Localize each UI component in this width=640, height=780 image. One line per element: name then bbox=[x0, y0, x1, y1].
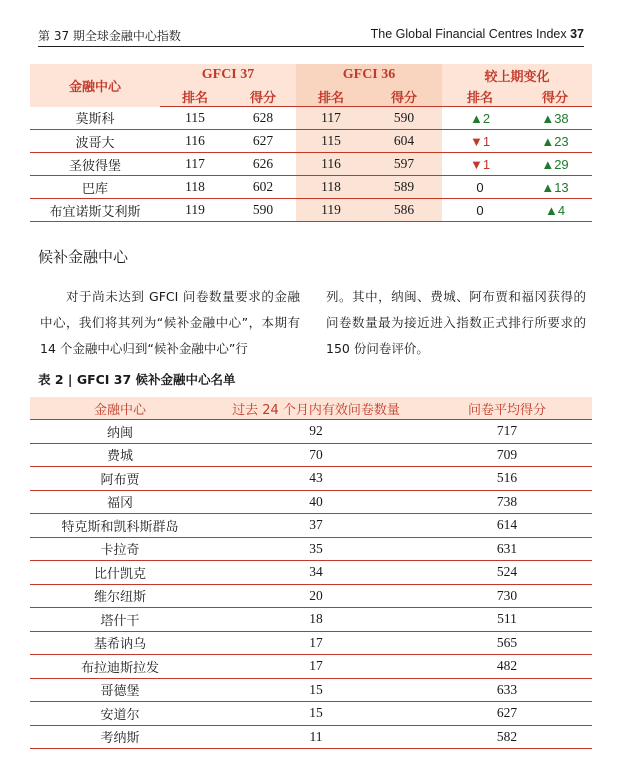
center-name: 纳闽 bbox=[30, 420, 210, 444]
table-row bbox=[30, 702, 592, 726]
score-change-value: 38 bbox=[554, 110, 569, 126]
average-score: 709 bbox=[422, 443, 592, 467]
center-name: 哥德堡 bbox=[30, 678, 210, 702]
score-37: 602 bbox=[230, 176, 296, 199]
rank-36: 115 bbox=[296, 130, 366, 153]
table-row bbox=[30, 420, 592, 444]
center-name: 特克斯和凯科斯群岛 bbox=[30, 514, 210, 538]
questionnaire-count: 18 bbox=[210, 608, 422, 632]
paragraph-left: 对于尚未达到 GFCI 问卷数量要求的金融中心，我们将其列为“候补金融中心”，本期有 14 个金融中心归到“候补金融中心”行 bbox=[40, 289, 300, 356]
center-name: 福冈 bbox=[30, 490, 210, 514]
rank-change bbox=[442, 176, 518, 199]
questionnaire-count: 15 bbox=[210, 678, 422, 702]
rank-36: 117 bbox=[296, 107, 366, 130]
header-index-title: The Global Financial Centres Index 37 bbox=[370, 27, 584, 41]
questionnaire-count: 35 bbox=[210, 537, 422, 561]
page-header bbox=[38, 24, 584, 47]
average-score: 717 bbox=[422, 420, 592, 444]
col-score-36: 得分 bbox=[366, 86, 442, 107]
table-row bbox=[30, 153, 592, 176]
questionnaire-count: 20 bbox=[210, 584, 422, 608]
table-row bbox=[30, 467, 592, 491]
col-group-gfci36: GFCI 36 bbox=[296, 64, 442, 86]
section-title: 候补金融中心 bbox=[38, 248, 129, 266]
score-change bbox=[518, 153, 592, 176]
center-name: 布拉迪斯拉发 bbox=[30, 655, 210, 679]
average-score: 730 bbox=[422, 584, 592, 608]
table-row bbox=[30, 725, 592, 749]
table-row bbox=[30, 107, 592, 130]
table-row bbox=[30, 631, 592, 655]
score-36: 590 bbox=[366, 107, 442, 130]
col-rank-change: 排名 bbox=[442, 86, 518, 107]
average-score: 516 bbox=[422, 467, 592, 491]
average-score: 582 bbox=[422, 725, 592, 749]
score-36: 604 bbox=[366, 130, 442, 153]
table-row bbox=[30, 678, 592, 702]
col-rank-37: 排名 bbox=[160, 86, 230, 107]
score-37: 628 bbox=[230, 107, 296, 130]
center-name: 布宜诺斯艾利斯 bbox=[30, 199, 160, 222]
questionnaire-count: 17 bbox=[210, 655, 422, 679]
arrow-up-icon: ▲ bbox=[541, 179, 555, 195]
average-score: 482 bbox=[422, 655, 592, 679]
rank-37: 116 bbox=[160, 130, 230, 153]
col-score-change: 得分 bbox=[518, 86, 592, 107]
table-row bbox=[30, 655, 592, 679]
average-score: 631 bbox=[422, 537, 592, 561]
average-score: 614 bbox=[422, 514, 592, 538]
arrow-up-icon: ▲ bbox=[469, 110, 483, 126]
rank-change bbox=[442, 199, 518, 222]
table-row bbox=[30, 561, 592, 585]
average-score: 627 bbox=[422, 702, 592, 726]
score-change-value: 4 bbox=[557, 202, 566, 218]
score-36: 589 bbox=[366, 176, 442, 199]
rank-change-value: 1 bbox=[482, 133, 491, 149]
table-caption: 表 2 | GFCI 37 候补金融中心名单 bbox=[38, 372, 236, 387]
score-change-value: 13 bbox=[554, 179, 569, 195]
arrow-down-icon: ▼ bbox=[469, 156, 483, 172]
table-row bbox=[30, 490, 592, 514]
score-change-value: 23 bbox=[554, 133, 569, 149]
rank-36: 119 bbox=[296, 199, 366, 222]
average-score: 565 bbox=[422, 631, 592, 655]
average-score: 738 bbox=[422, 490, 592, 514]
rank-change bbox=[442, 130, 518, 153]
rank-change-value: 1 bbox=[482, 156, 491, 172]
ranking-table bbox=[30, 64, 592, 222]
col-group-change: 较上期变化 bbox=[442, 64, 592, 86]
score-change-value: 29 bbox=[554, 156, 569, 172]
candidate-table-body bbox=[30, 420, 592, 749]
rank-37: 119 bbox=[160, 199, 230, 222]
table-row bbox=[30, 443, 592, 467]
score-36: 597 bbox=[366, 153, 442, 176]
average-score: 633 bbox=[422, 678, 592, 702]
col-group-gfci37: GFCI 37 bbox=[160, 64, 296, 86]
center-name: 安道尔 bbox=[30, 702, 210, 726]
rank-change bbox=[442, 107, 518, 130]
score-change bbox=[518, 130, 592, 153]
center-name: 阿布贾 bbox=[30, 467, 210, 491]
paragraph-right: 列。其中，纳闽、费城、阿布贾和福冈获得的问卷数量最为接近进入指数正式排行所要求的 150 份问卷评价。 bbox=[326, 289, 586, 356]
center-name: 莫斯科 bbox=[30, 107, 160, 130]
rank-37: 115 bbox=[160, 107, 230, 130]
center-name: 考纳斯 bbox=[30, 725, 210, 749]
arrow-up-icon: ▲ bbox=[541, 133, 555, 149]
questionnaire-count: 37 bbox=[210, 514, 422, 538]
center-name: 卡拉奇 bbox=[30, 537, 210, 561]
arrow-up-icon: ▲ bbox=[544, 202, 558, 218]
col-rank-36: 排名 bbox=[296, 86, 366, 107]
center-name: 圣彼得堡 bbox=[30, 153, 160, 176]
center-name: 塔什干 bbox=[30, 608, 210, 632]
questionnaire-count: 34 bbox=[210, 561, 422, 585]
score-change bbox=[518, 199, 592, 222]
average-score: 524 bbox=[422, 561, 592, 585]
score-change bbox=[518, 176, 592, 199]
table-row bbox=[30, 199, 592, 222]
center-name: 波哥大 bbox=[30, 130, 160, 153]
score-37: 626 bbox=[230, 153, 296, 176]
header-issue-title: 第 37 期全球金融中心指数 bbox=[38, 29, 181, 43]
col-center: 金融中心 bbox=[30, 64, 160, 107]
questionnaire-count: 15 bbox=[210, 702, 422, 726]
average-score: 511 bbox=[422, 608, 592, 632]
table-row bbox=[30, 514, 592, 538]
center-name: 维尔纽斯 bbox=[30, 584, 210, 608]
questionnaire-count: 17 bbox=[210, 631, 422, 655]
arrow-up-icon: ▲ bbox=[541, 110, 555, 126]
questionnaire-count: 40 bbox=[210, 490, 422, 514]
ranking-table-body bbox=[30, 107, 592, 222]
center-name: 巴库 bbox=[30, 176, 160, 199]
score-37: 590 bbox=[230, 199, 296, 222]
questionnaire-count: 70 bbox=[210, 443, 422, 467]
col-average-score: 问卷平均得分 bbox=[422, 397, 592, 420]
header-index-number: 37 bbox=[570, 27, 584, 41]
rank-36: 116 bbox=[296, 153, 366, 176]
table-row bbox=[30, 608, 592, 632]
arrow-up-icon: ▲ bbox=[541, 156, 555, 172]
table-row bbox=[30, 537, 592, 561]
arrow-down-icon: ▼ bbox=[469, 133, 483, 149]
score-36: 586 bbox=[366, 199, 442, 222]
questionnaire-count: 43 bbox=[210, 467, 422, 491]
col-score-37: 得分 bbox=[230, 86, 296, 107]
center-name: 基希讷乌 bbox=[30, 631, 210, 655]
table-row bbox=[30, 584, 592, 608]
rank-36: 118 bbox=[296, 176, 366, 199]
table-row bbox=[30, 176, 592, 199]
col-questionnaire-count: 过去 24 个月内有效问卷数量 bbox=[210, 397, 422, 420]
rank-change-value: 0 bbox=[476, 202, 484, 218]
questionnaire-count: 11 bbox=[210, 725, 422, 749]
rank-37: 117 bbox=[160, 153, 230, 176]
score-change bbox=[518, 107, 592, 130]
questionnaire-count: 92 bbox=[210, 420, 422, 444]
center-name: 费城 bbox=[30, 443, 210, 467]
rank-change-value: 2 bbox=[482, 110, 491, 126]
score-37: 627 bbox=[230, 130, 296, 153]
col-center: 金融中心 bbox=[30, 397, 210, 420]
candidate-table bbox=[30, 397, 592, 749]
rank-change bbox=[442, 153, 518, 176]
rank-37: 118 bbox=[160, 176, 230, 199]
rank-change-value: 0 bbox=[476, 179, 484, 195]
table-row bbox=[30, 130, 592, 153]
center-name: 比什凯克 bbox=[30, 561, 210, 585]
